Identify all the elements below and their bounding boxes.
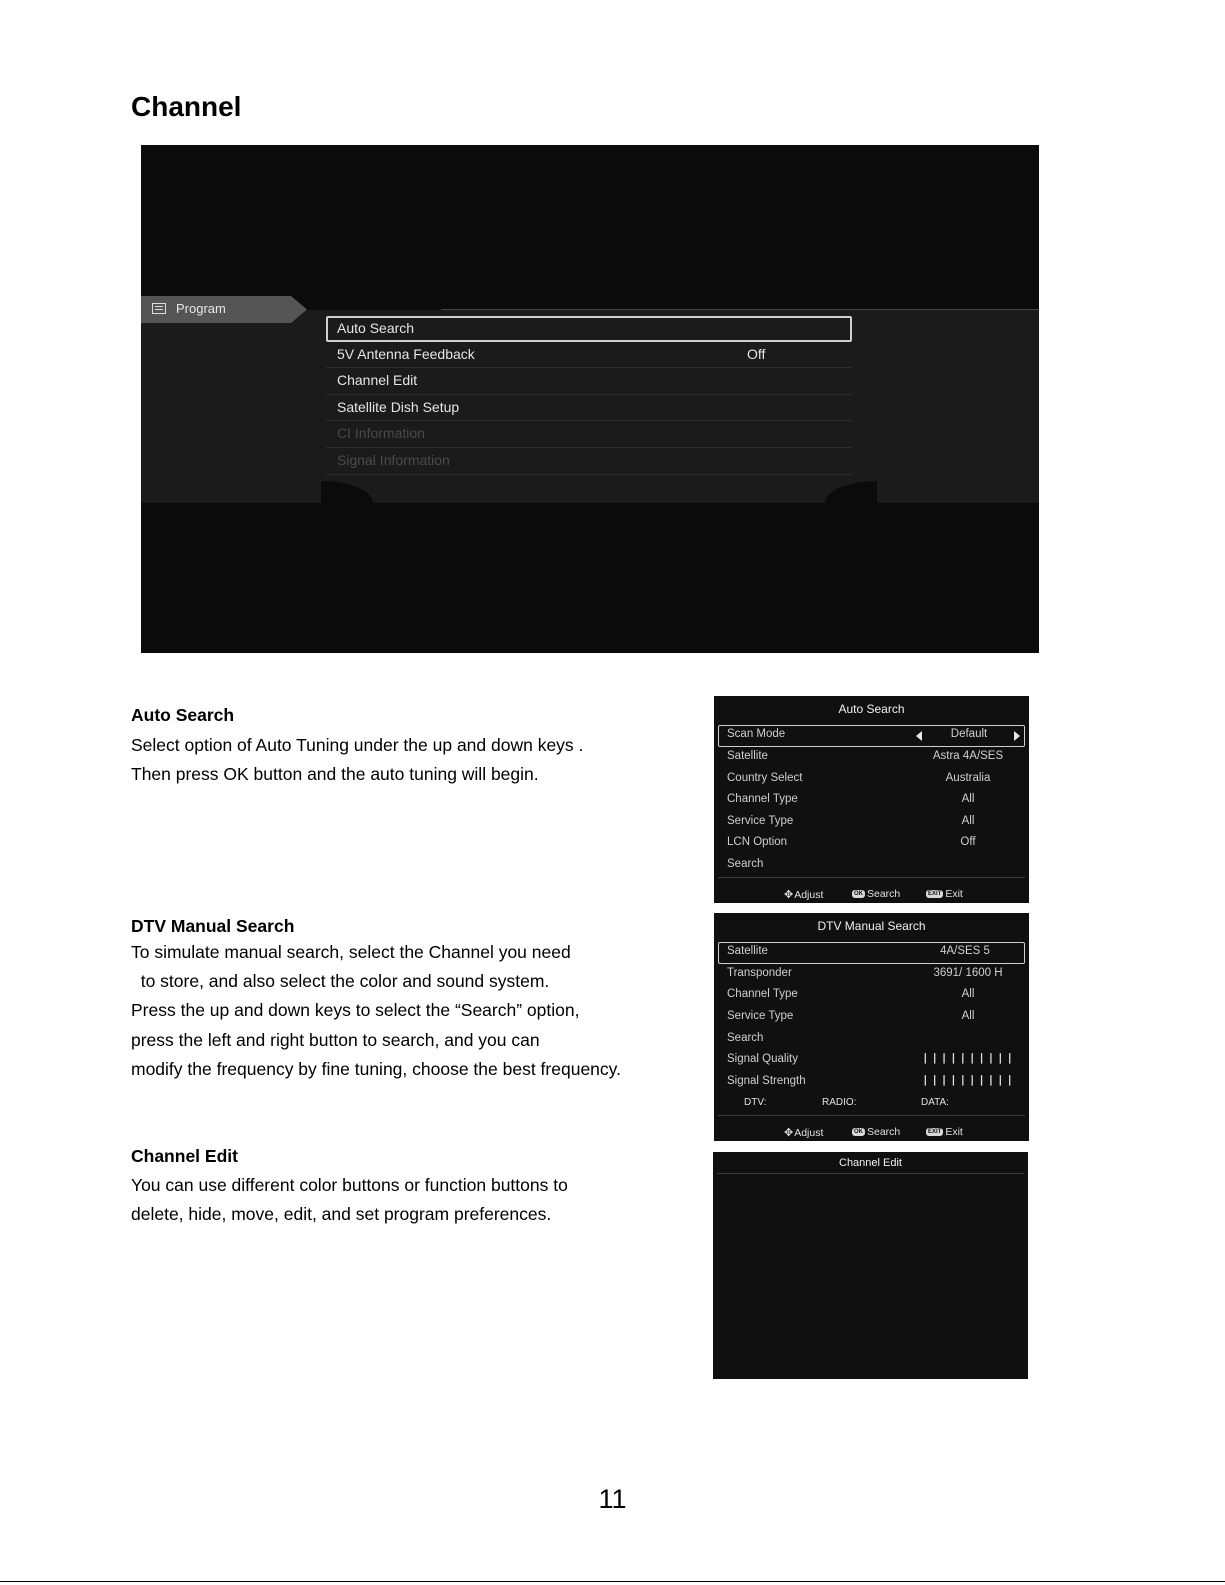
ok-key-icon: OK [854, 891, 863, 898]
dtv-manual-search-dialog [714, 913, 1029, 1141]
ok-key-icon: OK [854, 1129, 863, 1136]
dtv-manual-text: to store, and also select the color and sound system. [131, 971, 550, 991]
row-label: Signal Quality [727, 1053, 798, 1065]
row-label: LCN Option [727, 836, 788, 848]
row-value: Default [950, 728, 988, 740]
scan-mode-row[interactable] [718, 725, 1025, 747]
menu-item-channel-edit[interactable] [326, 368, 852, 395]
channel-edit-text: delete, hide, move, edit, and set program preferences. [131, 1204, 552, 1224]
bottom-rule [0, 1581, 1225, 1582]
list-icon [152, 303, 166, 314]
row-label: Search [727, 858, 764, 870]
row-label: Signal Strength [727, 1075, 806, 1087]
row-value: 4A/SES 5 [940, 945, 990, 957]
row-label: Search [727, 1032, 764, 1044]
auto-search-text: Then press OK button and the auto tuning will begin. [131, 764, 539, 784]
menu-item-auto-search[interactable] [326, 316, 852, 342]
row-value: All [961, 1010, 975, 1022]
row-value: Astra 4A/SES [932, 750, 1004, 762]
menu-item-label: CI Information [337, 425, 425, 442]
menu-item-5v-antenna-feedback[interactable] [326, 342, 852, 369]
page-number: 11 [598, 1484, 627, 1514]
channel-type-row[interactable] [718, 790, 1025, 812]
exit-key-icon: EXIT [928, 1129, 942, 1136]
footer-exit: EXIT Exit [928, 888, 963, 900]
signal-strength-row [718, 1072, 1025, 1094]
dialog-title: Channel Edit [839, 1157, 902, 1169]
signal-quality-bars: ❘❘❘❘❘❘❘❘❘❘ [921, 1053, 1015, 1064]
signal-quality-row [718, 1050, 1025, 1072]
dialog-divider [717, 1173, 1024, 1174]
menu-item-value: Off [747, 345, 766, 362]
menu-item-satellite-dish-setup[interactable] [326, 395, 852, 422]
radio-count-label: RADIO: [822, 1097, 857, 1108]
exit-key-icon: EXIT [928, 891, 942, 898]
dtv-manual-text: modify the frequency by fine tuning, choose the best frequency. [131, 1059, 621, 1079]
country-select-row[interactable] [718, 769, 1025, 791]
row-label: Service Type [727, 815, 794, 827]
footer-adjust: ✥Adjust [784, 1127, 824, 1139]
row-label: Scan Mode [727, 728, 786, 740]
channel-edit-heading: Channel Edit [131, 1146, 238, 1166]
direction-pad-icon: ✥ [784, 1127, 794, 1139]
menu-item-label: Auto Search [337, 320, 415, 336]
row-value: All [961, 815, 975, 827]
row-value: All [961, 988, 975, 1000]
tv-menu-screenshot [141, 145, 1039, 653]
dialog-title: DTV Manual Search [817, 919, 926, 933]
row-label: Channel Type [727, 793, 798, 805]
direction-pad-icon: ✥ [784, 889, 794, 901]
menu-item-label: Signal Information [337, 451, 450, 468]
dtv-manual-text: press the left and right button to search, and you can [131, 1030, 540, 1050]
footer-search: OK Search [854, 888, 901, 900]
row-label: Satellite [727, 750, 768, 762]
footer-adjust: ✥Adjust [784, 889, 824, 901]
row-value: 3691/ 1600 H [933, 967, 1003, 979]
channel-edit-dialog [713, 1152, 1028, 1379]
row-label: Country Select [727, 772, 803, 784]
channel-type-row[interactable] [718, 985, 1025, 1007]
auto-search-text: Select option of Auto Tuning under the up and down keys . [131, 735, 584, 755]
dialog-divider [718, 1115, 1025, 1116]
row-label: Satellite [727, 945, 768, 957]
search-row[interactable] [718, 855, 1025, 877]
data-count-label: DATA: [921, 1097, 949, 1108]
dtv-count-label: DTV: [744, 1097, 767, 1108]
search-row[interactable] [718, 1029, 1025, 1051]
signal-strength-bars: ❘❘❘❘❘❘❘❘❘❘ [921, 1075, 1015, 1086]
lcn-option-row[interactable] [718, 833, 1025, 855]
page-title: Channel [131, 91, 242, 122]
row-label: Service Type [727, 1010, 794, 1022]
menu-item-label: 5V Antenna Feedback [337, 345, 475, 362]
menu-item-signal-information [326, 448, 852, 475]
menu-item-ci-information [326, 421, 852, 448]
row-label: Transponder [727, 967, 792, 979]
service-type-row[interactable] [718, 1007, 1025, 1029]
dtv-manual-search-heading: DTV Manual Search [131, 916, 295, 936]
dialog-divider [718, 877, 1025, 878]
transponder-row[interactable] [718, 964, 1025, 986]
dialog-title: Auto Search [838, 702, 905, 716]
program-menu-list [326, 316, 852, 475]
satellite-row[interactable] [718, 942, 1025, 964]
arrow-right-icon[interactable] [1014, 731, 1020, 741]
satellite-row[interactable] [718, 747, 1025, 769]
menu-item-label: Channel Edit [337, 372, 418, 389]
auto-search-dialog [714, 696, 1029, 903]
row-value: Off [960, 836, 976, 848]
footer-exit: EXIT Exit [928, 1126, 963, 1138]
menu-divider [441, 309, 1039, 310]
dtv-manual-text: To simulate manual search, select the Channel you need [131, 942, 571, 962]
auto-search-heading: Auto Search [131, 705, 235, 725]
footer-search: OK Search [854, 1126, 901, 1138]
menu-item-label: Satellite Dish Setup [337, 398, 460, 415]
row-value: All [961, 793, 975, 805]
service-type-row[interactable] [718, 812, 1025, 834]
channel-edit-text: You can use different color buttons or function buttons to [131, 1175, 568, 1195]
row-value: Australia [945, 772, 991, 784]
program-tab-label: Program [176, 301, 226, 316]
row-label: Channel Type [727, 988, 798, 1000]
dtv-manual-text: Press the up and down keys to select the “Search” option, [131, 1000, 580, 1020]
